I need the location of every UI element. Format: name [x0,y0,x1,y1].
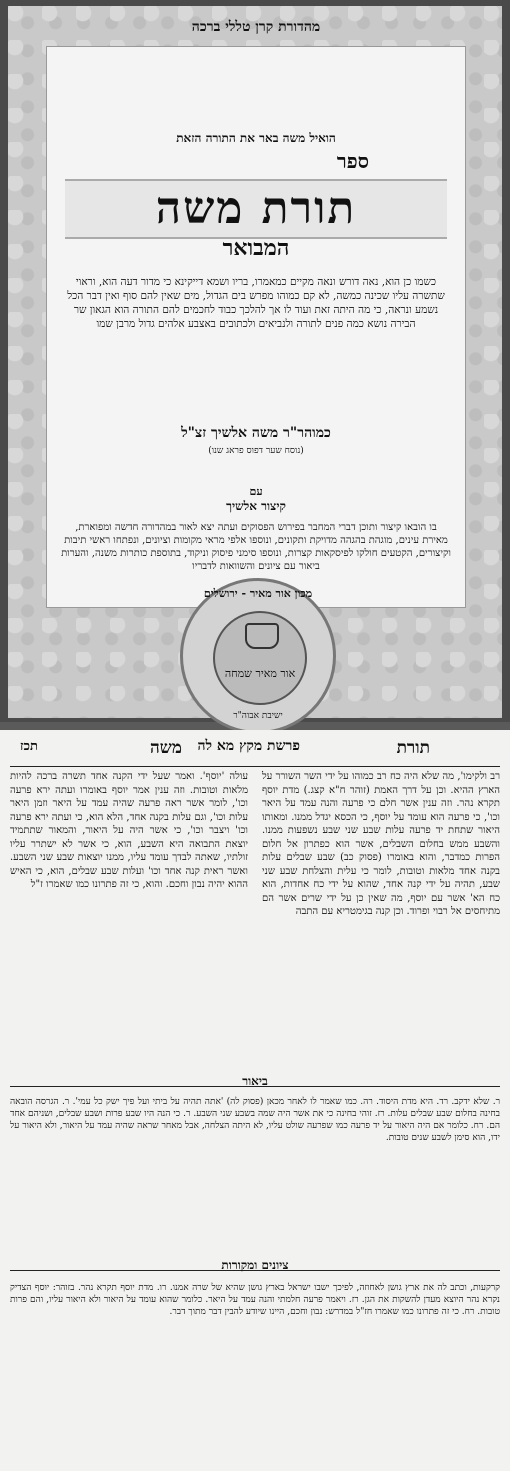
kitzur-title: קיצור אלשיך [226,499,286,513]
seal-bottom-text: ישיבת אבוה"ר [233,711,283,721]
publisher-seal [180,578,336,734]
main-text-right-column: רב ולקימו', מה שלא היה כח רב כמוהו על ידי השר השורר על הארץ ההיא. וכן על דרך האמת (זוהר ח"א קצג.) מדת יוסף תקרא נהר. וזה ענין אשר חלם כי פרעה והנה עמד על היאר וכו', כי פרעה הוא עומד על יוסף, כי הכסא יגדל ממנו. ומאותו היאור שתחת יד פרעה עלות שבע שני שבע נשפעות ממנו. והשבע ממש בחלום השבלים, אשר הוא כפתרון אל חלום הפרות כמדבר, והוא באומרו (פסוק כב) שבע שבלים עלות בקנה אחד מלאות וטובות, לומר כי עלית והצלחת שבע שני שבע, תהיה על ידי קנה אחד, שהוא על ידי כח אחדות, הוא כח הא' אשר עם יוסף, מה שאין כן על ידי שרים אשר הם מתיחסים אל רבוי ופרוד. וכן קנה בגימטריא עם התבה [262,771,500,917]
seal-arc-text: מכון אור מאיר - ירושלים [203,587,313,600]
page-header [0,738,510,766]
seal-inner [213,611,307,705]
kitzur-description: בו הובאו קיצור ותוכן דברי המחבר בפירוש הפסוקים ועתה יצא לאור במהדורה חדשה ומפוארת, מאירת עינים, מוגהת בהגהה מדויקת ותקונים, ונוספו אלפי מראי מקומות וציונים, ונפתחו ראשי תיבות וקיצורים, הקטעים חולקו לפיסקאות קצרות, ונוספו סימני פיסוק וניקוד, בתוספת כותרות משנה, והערות ביאור עם ציונים והשוואות לדבריו [61,522,451,572]
header-parsha: פרשת מקץ מא לה [197,738,300,754]
biur-text: ר. שלא ידקב. רד. היא מדת היסוד. רה. כמו שאמר לו לאחר מכאן (פסוק לה) 'אתה תהיה על ביתי ועל פיך ישק כל עמי'. ר. הגרסה הובאה בחינה בחלום שבע שבלים עלות. רז. זוהי בחינה כי את אשר היה שמה בשבע שני השבע. ר. כי הנה היו שבע פרות ושבע שבלים, ושניהם אחד הם. רח. כלומר אם היה היאור על יד פרעה כמו שפרעה שולט עליו, לא היתה הצלחה, אבל מאחר שראה שהיה עמד על היאור, ולא היאור על ידו, הוא סימן לשבע שנים טובות. [10,1097,500,1143]
header-divider [10,766,500,767]
book-cover [0,0,510,722]
header-moshe: משה [150,738,182,758]
book-title: תורת משה [155,183,357,234]
header-torah: תורת [396,738,430,758]
cover-sefer: ספר [336,149,369,173]
author-name: כמוהר"ר משה אלשיך זצ"ל [181,425,331,441]
tziyunim-text: קרקעות, וכתב לה את ארץ גושן לאחוזה, לפיכך ישבו ישראל בארץ גושן שהיא של שרה אמנו. רו. מדת יוסף תקרא נהר. בזוהר: יוסף הצדיק נקרא נהר היוצא מעדן להשקות את הגן. רז. ויאמר פרעה חלמתי והנה עמד על היאר. כלומר שהוא עומד על היאור ולא היאור עליו, והם פרות טובות. רח. כי זה פתרונו כמו שאמרו חז"ל במדרש: נבון וחכם, היינו שיודע להבין דבר מתוך דבר. [10,1283,500,1317]
edition-arch-text: מהדורת קרן טללי ברכה [191,19,321,35]
biur-heading: ביאור [242,1074,268,1088]
cover-title-page [46,19,466,608]
cover-description: כשמו כן הוא, נאה דורש ונאה מקיים כמאמרו, בריו ושמא דייקינא כי מדור דעה הוא, וראוי שתשרה עליו שכינה כמשה, לא קם כמוהו מפרש בים הגדול, מים שאין להם סוף ואין דבר הכל נשמע ונראה, כי מה היתה זאת ועוד לו אך להלכך כבוד לחכמים להם התורה הוא הגאון שר הבירה נושא כמה פנים לתורה ולנביאים ולכתובים באצבע אלהים גדול מרבן שמו [67,276,445,330]
book-page [0,730,510,1471]
main-text-left-column: עולה 'יוסף'. ואמר שעל ידי הקנה אחד תשרה ברכה להיות מלאות וטובות. וזה ענין אמר יוסף באומרו ועתה ירא פרעה וכו', לומר אשר ראה פרעה שהיה עמד על היאר וזמן היאר עלות וכו', וגם עלות בקנה אחד, הלא הוא, כי ועתה ירא פרעה וכו' ויצבר וכו', כי אשר היה על היאור, והמאור שתתמיד יוצאת התבואה היא השבע, הוא, כי אשר לא ישתרר עליו זולתיו, שאתה לבדך עומד עליו, ממנו יוצאות שבע שני השבע. ואשר ראית קנה אחד וכו' ועלות שבע שבלים, הוא, כי האיש ההוא יהיה נבון וחכם. והוא, כי זה פתרונו כמו שאמרו ז"ל [10,771,248,890]
seal-center-text: אור מאיר שמחה [224,667,296,680]
edition-note: (נוסח שער דפוס פראג שנו) [208,446,304,456]
book-icon [245,623,279,649]
tziyunim-heading: ציונים ומקורות [221,1258,289,1272]
book-subtitle: המבואר [222,235,290,261]
with-label: עם [249,485,263,498]
page-number: תכז [20,739,38,754]
cover-paper [8,6,502,721]
cover-lead: הואיל משה באר את התורה הזאת [176,131,336,145]
